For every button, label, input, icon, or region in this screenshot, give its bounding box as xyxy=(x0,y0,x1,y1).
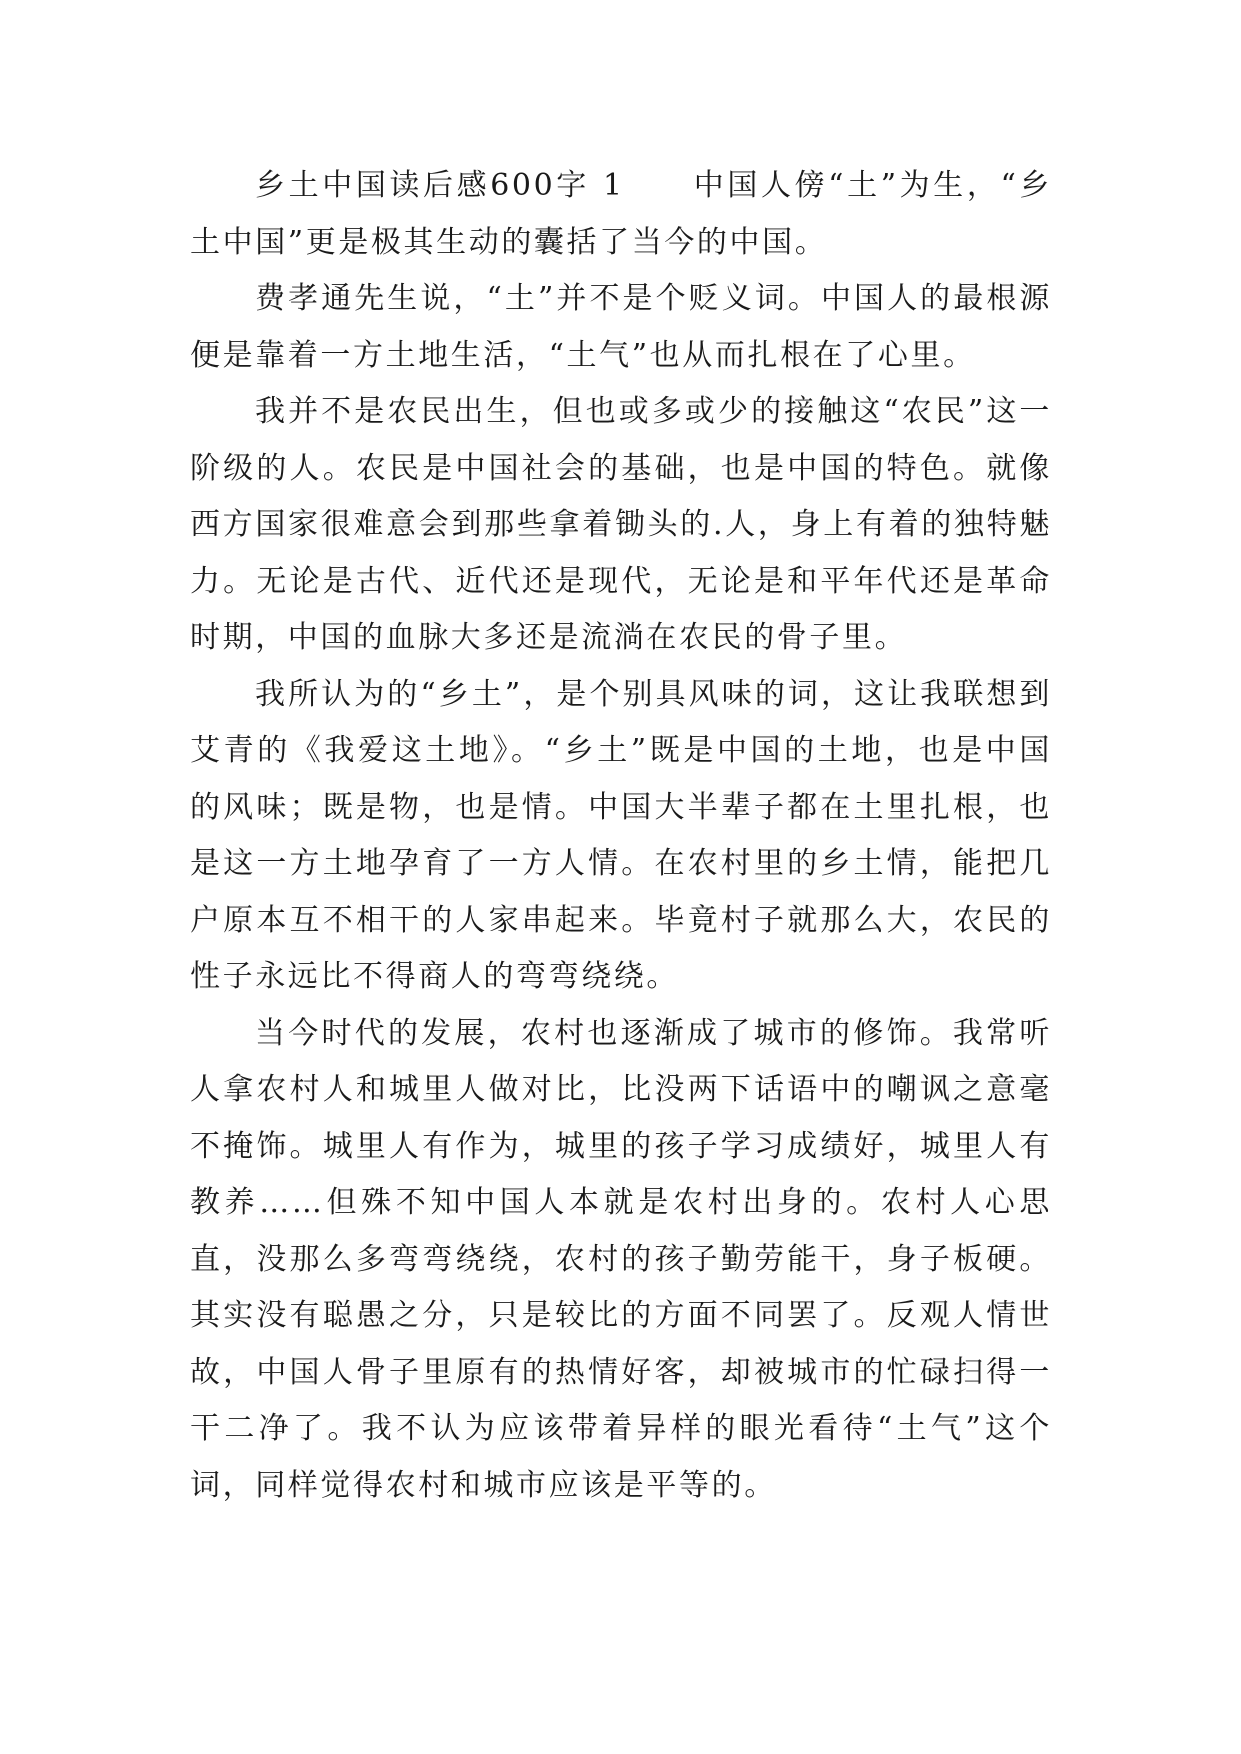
paragraph-1 xyxy=(190,158,1052,271)
paragraph-3: 我并不是农民出生，但也或多或少的接触这“农民”这一阶级的人。农民是中国社会的基础，也是中国的特色。就像西方国家很难意会到那些拿着锄头的.人，身上有着的独特魅力。无论是古代、近代还是现代，无论是和平年代还是革命时期，中国的血脉大多还是流淌在农民的骨子里。 xyxy=(190,394,1052,655)
paragraph-1-text: 中国人傍“土”为生，“乡土中国”更是极其生动的囊括了当今的中国。 xyxy=(190,168,1052,260)
paragraph-5: 当今时代的发展，农村也逐渐成了城市的修饰。我常听人拿农村人和城里人做对比，比没两下话语中的嘲讽之意毫不掩饰。城里人有作为，城里的孩子学习成绩好，城里人有教养……但殊不知中国人本就是农村出身的。农村人心思直，没那么多弯弯绕绕，农村的孩子勤劳能干，身子板硬。其实没有聪愚之分，只是较比的方面不同罢了。反观人情世故，中国人骨子里原有的热情好客，却被城市的忙碌扫得一干二净了。我不认为应该带着异样的眼光看待“土气”这个词，同样觉得农村和城市应该是平等的。 xyxy=(190,1015,1052,1503)
document-body xyxy=(190,158,1052,1514)
document-title: 乡土中国读后感600字 1 xyxy=(255,168,625,203)
paragraph-2: 费孝通先生说，“土”并不是个贬义词。中国人的最根源便是靠着一方土地生活，“土气”也从而扎根在了心里。 xyxy=(190,281,1052,373)
paragraph-4: 我所认为的“乡土”，是个别具风味的词，这让我联想到艾青的《我爱这土地》。“乡土”既是中国的土地，也是中国的风味；既是物，也是情。中国大半辈子都在土里扎根，也是这一方土地孕育了一方人情。在农村里的乡土情，能把几户原本互不相干的人家串起来。毕竟村子就那么大，农民的性子永远比不得商人的弯弯绕绕。 xyxy=(190,676,1052,994)
